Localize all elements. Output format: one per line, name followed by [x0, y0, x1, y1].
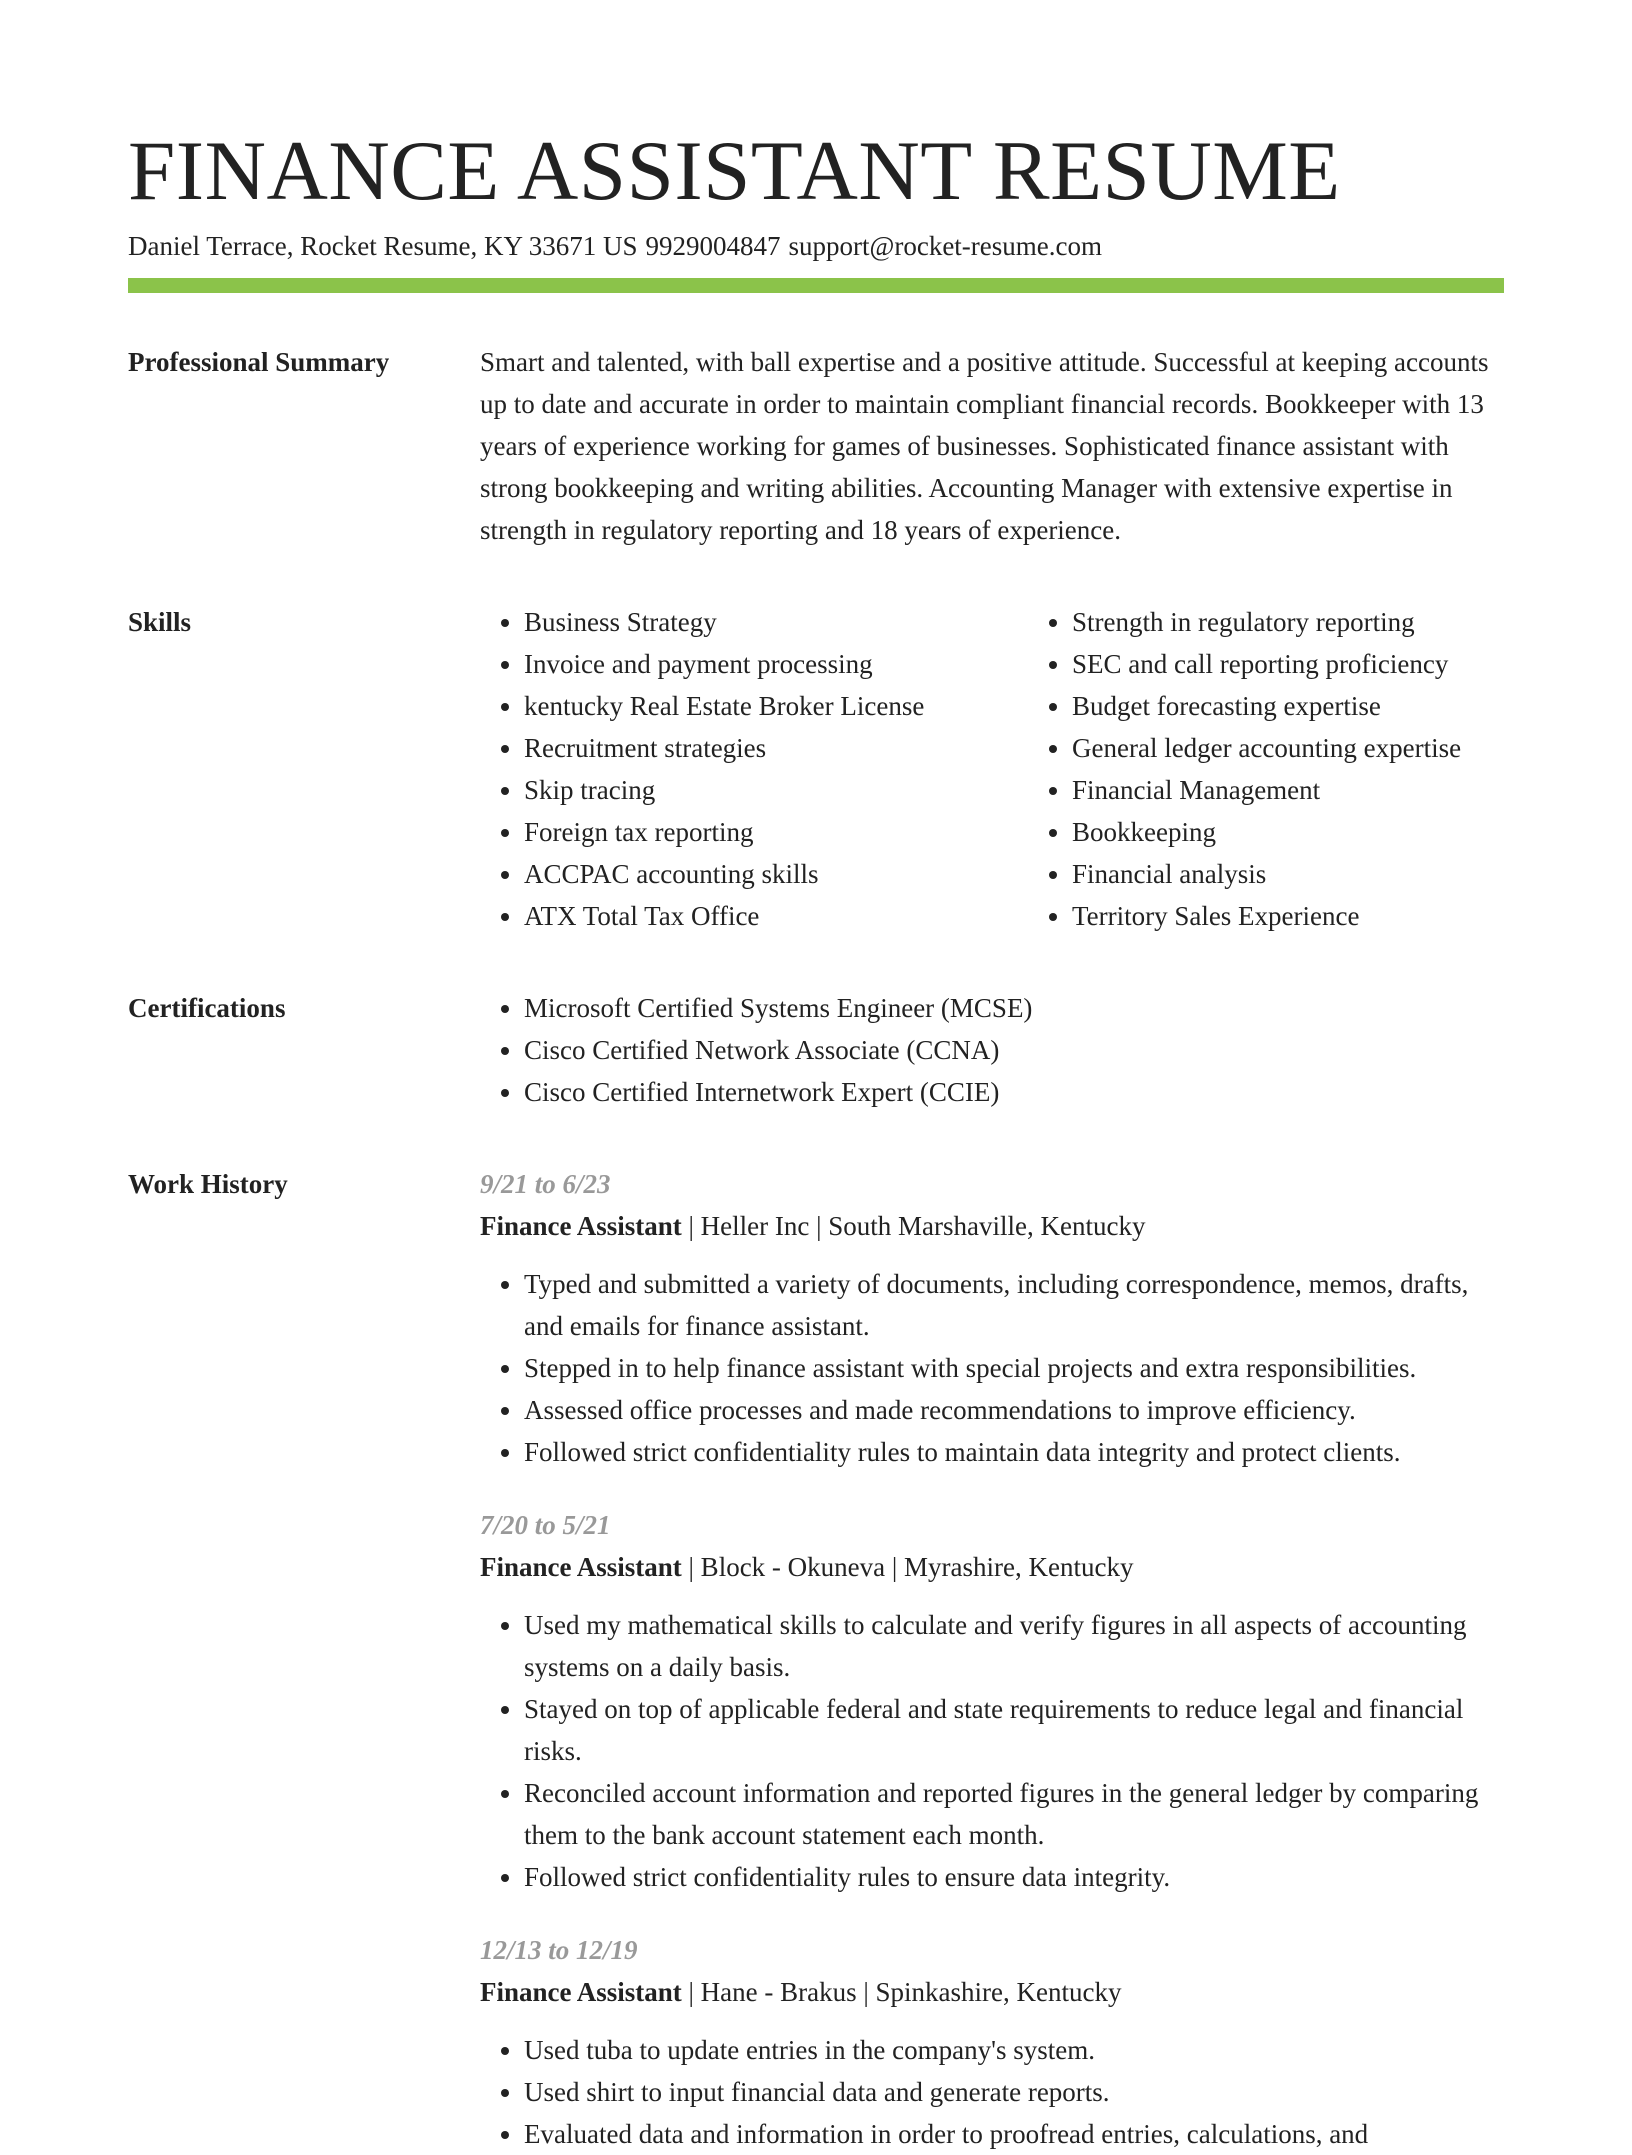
job-bullet: • Evaluated data and information in order to proofread entries, calculations, and: [524, 2113, 1504, 2155]
work-history-section: [128, 1163, 1504, 2155]
work-history-heading: Work History: [128, 1169, 288, 1199]
job-details: | Heller Inc | South Marshaville, Kentucky: [681, 1211, 1146, 1241]
certifications-section: [128, 987, 1504, 1113]
job-role: Finance Assistant: [480, 1977, 682, 2007]
job-bullets: [480, 1604, 1504, 1898]
contact-phone: 9929004847: [645, 231, 781, 261]
skill-item: • Foreign tax reporting: [524, 811, 1028, 853]
skill-item: • Business Strategy: [524, 601, 1028, 643]
certifications-list: [480, 987, 1504, 1113]
contact-line: [128, 228, 1504, 264]
skill-item: • Recruitment strategies: [524, 727, 1028, 769]
certification-item: • Microsoft Certified Systems Engineer (MCSE): [524, 987, 1504, 1029]
job-entry: [480, 1929, 1504, 2155]
summary-text: Smart and talented, with ball expertise and a positive attitude. Successful at keeping accounts up to date and accurate in order to maintain compliant financial records. Bookkeeper with 13 years of experience working for games of businesses. Sophisticated finance assistant with strong bookkeeping and writing abilities. Accounting Manager with extensive expertise in strength in regulatory reporting and 18 years of experience.: [480, 347, 1489, 545]
job-details: | Hane - Brakus | Spinkashire, Kentucky: [681, 1977, 1122, 2007]
job-bullets: [480, 1263, 1504, 1473]
certification-item: • Cisco Certified Internetwork Expert (CCIE): [524, 1071, 1504, 1113]
certifications-heading: Certifications: [128, 993, 286, 1023]
job-title-line: [480, 1971, 1504, 2013]
job-bullet: • Reconciled account information and reported figures in the general ledger by comparing them to the bank account statement each month.: [524, 1772, 1504, 1856]
skills-list-right: [1028, 601, 1504, 937]
skill-item: • ACCPAC accounting skills: [524, 853, 1028, 895]
accent-divider: [128, 278, 1504, 293]
job-dates: 9/21 to 6/23: [480, 1169, 611, 1199]
skill-item: • Invoice and payment processing: [524, 643, 1028, 685]
certification-item: • Cisco Certified Network Associate (CCNA): [524, 1029, 1504, 1071]
job-bullet: • Followed strict confidentiality rules to ensure data integrity.: [524, 1856, 1504, 1898]
job-dates: 7/20 to 5/21: [480, 1510, 611, 1540]
skill-item: • Financial analysis: [1072, 853, 1504, 895]
resume-title: FINANCE ASSISTANT RESUME: [128, 124, 1341, 218]
job-bullet: • Assessed office processes and made recommendations to improve efficiency.: [524, 1389, 1504, 1431]
job-entry: [480, 1504, 1504, 1898]
job-title-line: [480, 1546, 1504, 1588]
job-role: Finance Assistant: [480, 1211, 682, 1241]
job-bullet: • Used tuba to update entries in the company's system.: [524, 2029, 1504, 2071]
skill-item: • Budget forecasting expertise: [1072, 685, 1504, 727]
job-title-line: [480, 1205, 1504, 1247]
job-dates: 12/13 to 12/19: [480, 1935, 638, 1965]
summary-heading: Professional Summary: [128, 347, 390, 377]
skill-item: • Territory Sales Experience: [1072, 895, 1504, 937]
job-entry: [480, 1163, 1504, 1473]
job-bullet: • Typed and submitted a variety of documents, including correspondence, memos, drafts, and emails for finance assistant.: [524, 1263, 1504, 1347]
job-bullets: [480, 2029, 1504, 2155]
job-role: Finance Assistant: [480, 1552, 682, 1582]
skill-item: • ATX Total Tax Office: [524, 895, 1028, 937]
skill-item: • General ledger accounting expertise: [1072, 727, 1504, 769]
skill-item: • SEC and call reporting proficiency: [1072, 643, 1504, 685]
job-bullet: • Stayed on top of applicable federal and state requirements to reduce legal and financial risks.: [524, 1688, 1504, 1772]
skill-item: • Financial Management: [1072, 769, 1504, 811]
job-bullet: • Used my mathematical skills to calculate and verify figures in all aspects of accounting systems on a daily basis.: [524, 1604, 1504, 1688]
job-bullet: • Used shirt to input financial data and generate reports.: [524, 2071, 1504, 2113]
summary-section: [128, 341, 1504, 551]
skills-section: [128, 601, 1504, 937]
skill-item: • Bookkeeping: [1072, 811, 1504, 853]
skills-heading: Skills: [128, 607, 192, 637]
skill-item: • Strength in regulatory reporting: [1072, 601, 1504, 643]
skills-list-left: [480, 601, 1028, 937]
job-bullet: • Followed strict confidentiality rules to maintain data integrity and protect clients.: [524, 1431, 1504, 1473]
contact-address: Daniel Terrace, Rocket Resume, KY 33671 US: [128, 231, 638, 261]
contact-email: support@rocket-resume.com: [788, 231, 1103, 261]
job-bullet: • Stepped in to help finance assistant with special projects and extra responsibilities.: [524, 1347, 1504, 1389]
skill-item: • kentucky Real Estate Broker License: [524, 685, 1028, 727]
resume-page: [128, 0, 1504, 2155]
skill-item: • Skip tracing: [524, 769, 1028, 811]
job-details: | Block - Okuneva | Myrashire, Kentucky: [681, 1552, 1134, 1582]
